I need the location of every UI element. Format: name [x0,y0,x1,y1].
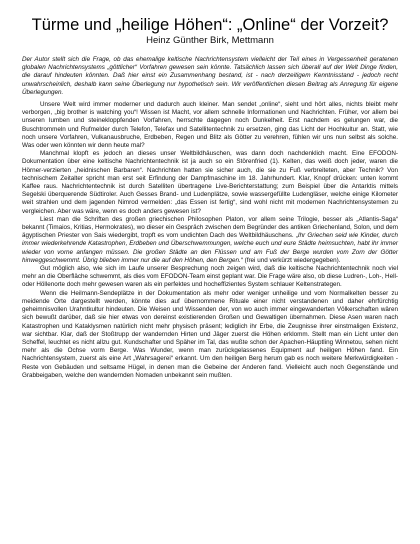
body-paragraph-4: Gut möglich also, wie sich im Laufe unserer Besprechung noch zeigen wird, daß die keltische Nachrichtentechnik noch viel mehr an die Oberfläche schwemmt, als dies vom EFODON-Team einst geplant war. Die Frage wäre also, ob diese Ludren-, Loh-, Hell- oder Höllenorte doch mehr gewesen waren als ein perfektes und hocheffizientes System schlauer Keltenstrategen. [22,265,398,289]
body-paragraph-3 [22,216,398,265]
article-title: Türme und „heilige Höhen“: „Online“ der Vorzeit? [31,16,389,34]
body-paragraph-5: Wenn die Heilmann-Sendeplätze in der Dokumentation als mehr oder weniger unheilige und vom Normalkelten besser zu meidende Orte dargestellt werden, könnte dies auf übernommene Rituale einer nicht verstandenen und daher ehrfürchtig geheimnisvollen Urahntkultur hindeuten. Die Weisen und Wissenden der, von wo auch immer eingewanderten Völkerschaften wären sich bewußt darüber, daß sie hier etwas von dereinst existierenden Großen und Gewaltigen übernahmen. Diese Asen waren nach Katastrophen und Kataklysmen natürlich nicht mehr physisch präsent; lediglich ihr Erbe, die Zeugnisse ihrer einstmaligen Existenz, war sichtbar. Klar, daß der Stoßtrupp der wandernden Hirten und Jäger zuerst die Höhen erklomm. Stellt man ein Licht unter den Scheffel, leuchtet es nicht allzu gut. Kundschafter und Späher im Tal, das wußte schon der Apachen-Häuptling Winnetou, sehen nicht mehr als die Ochse vorm Berge. Was Wunder, wenn man zurückgelassenes Equipment auf heiligen Höhen fand. Ein Nachrichtensystem, zuerst als eine Art „Wahrsagerei“ erkannt. Um den heiligen Berg herum gab es noch weitere Merkwürdigkeiten - Reste von Gebäuden und seltsame Hügel, in denen man die Gebeine der Anderen fand. Vielleicht auch noch Gegenstände und Grabbeigaben, welche den wandernden Nomaden unbekannt sein mußten. [22,289,398,379]
paragraph-3-tail: “ (frei und verkürzt wiedergegeben). [240,256,341,264]
body-paragraph-1: Unsere Welt wird immer moderner und dadurch auch kleiner. Man sendet „online“, sieht und hört alles, nichts bleibt mehr verborgen, „big brother is watching you“! Wissen ist Macht, vor allem schnelle Informationen und Nachrichten. Früher, vor allem bei unseren Iumben und steinekloppfenden Vorfahren, herrschte dagegen noch Dunkelheit. Erst nachdem es gelungen war, die Buschtrommeln und Rufmelder durch Telefon, Telefax und Satellitentechnik zu ersetzen, ging das Licht der Hochkultur an. Statt, wie noch unsere Vorfahren, Vulkanausbruche, Erdbeben, Regen und Blitz als Götter zu verehren, fühlen wir uns nun selbst als solche. Was oder wen könnten wir denn heute mal? [22,101,398,150]
article-abstract: Der Autor stellt sich die Frage, ob das ehemalige keltische Nachrichtensystem vielleicht der Teil eines in Vergessenheit geratenen globalen Nachrichtensystems „göttlicher“ Vorfahren gewesen sein könnte. Tatsächlich lassen sich überall auf der Welt Dinge finden, die darauf hindeuten könnten. Daß hier einst ein Zusammenhang bestand, ist - nach derzeitigem Kenntnisstand - jedoch recht unwahrscheinlich, deshalb kann seine Überlegung nur hypothetisch sein. Wir veröffentlichen diesen Beitrag als Anregung für eigene Überlegungen. [22,56,398,96]
body-paragraph-2: Manchmal klopft es jedoch an dieses unser Weltbildhäuschen, was dann doch nachdenklich macht. Eine EFODON-Dokumentation über eine keltische Nachrichtentechnik ist ja auch so ein Störenfried (1). Kelten, das weiß doch jeder, waren die Hörner-verzierten „heidnischen Barbaren“. Nachrichten hatten sie sicher auch, die sie zu Fuß verbreiteten, aber Technik? Von technischem Zeitalter spricht man erst seit Erfindung der Dampfmaschine im 18. Jahrhundert. Klar, Knopf drücken: unten kommt Kaffee raus. Nachrichtentechnik ist durch Satelliten übertragene Live-Berichterstattung; zum Beispiel über die Antarktis mittels Segelski überquerende Südtiroler. Auch Gesses Brand- und Ludenplätze, sowie wassergefüllte Ludengläser, welche einige Kilometer weit strahlen und dem jagenden Nimrod vermelden: „das Essen ist fertig“, sind wohl nicht mit modernen Nachrichtensystemen zu vergleichen. Aber was wäre, wenn es doch anders gewesen ist? [22,150,398,215]
platon-quote: Ihr Griechen seid wie Kinder, durch immer wiederkehrende Katastrophen, Erdbeben und Überschwemmungen, welche euch und eure Städte heimsuchten, habt ihr immer wieder von vorne anfangen müssen. Die großen Städte an den Flüssen und am Fuß der Berge wurden vom Zorn der Götter hinweggeschwemmt. Übrig blieben immer nur die auf den Höhen, den Bergen. [22,232,398,264]
article-author: Heinz Günther Birk, Mettmann [146,35,274,46]
paragraph-3-lead: Liest man die Schriften des großen griechischen Philosophen Platon, vor allem seine Trilogie, besser als „Atlantis-Saga“ bekannt (Timaios, Kritias, Hermokrates), wo dieser ein Gespräch zwischen dem Begründer des antiken Griechenland, Solon, und dem ägyptischen Priester von Sais wiedergibt, tropft es vom undichten Dach des Weltbildhäuschens. „ [22,215,398,240]
